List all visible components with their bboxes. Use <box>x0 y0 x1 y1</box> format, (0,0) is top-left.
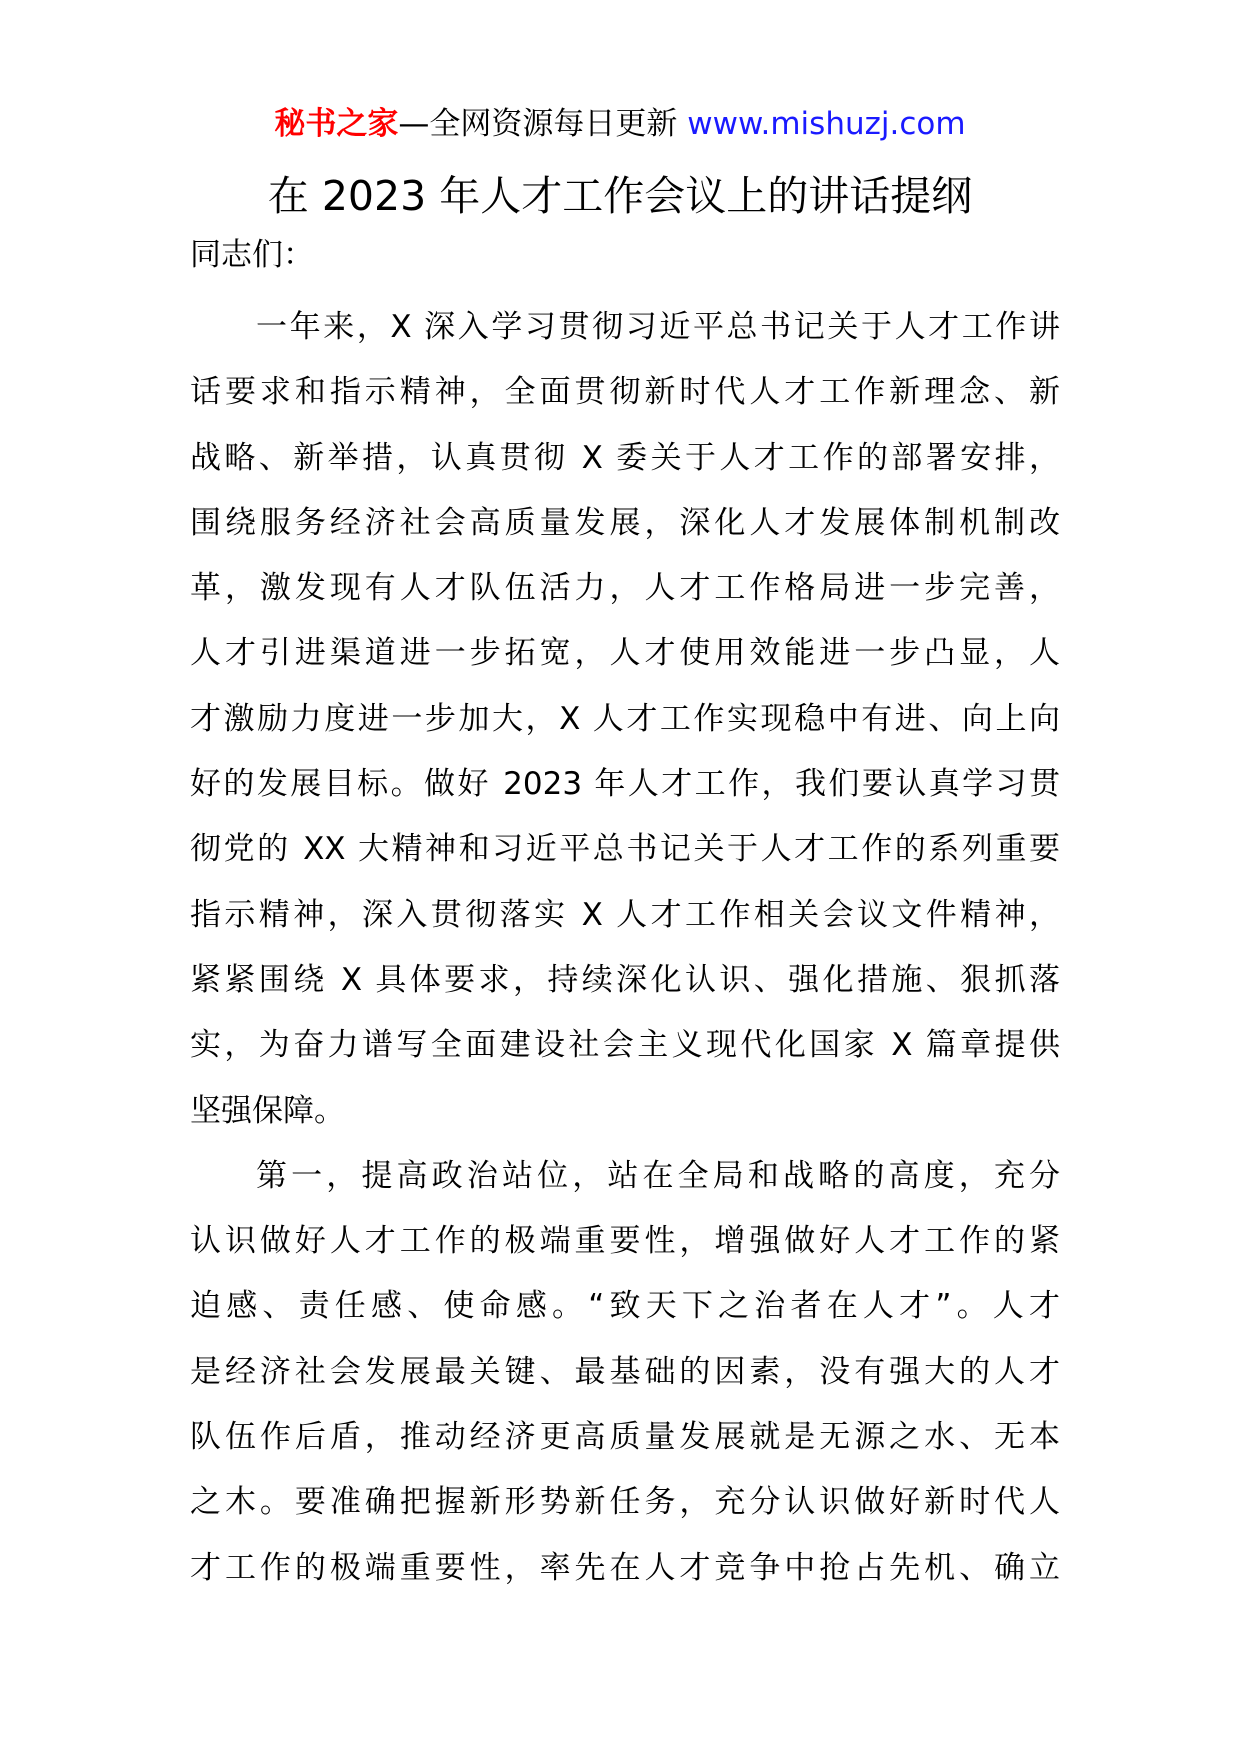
paragraph-line: 革，激发现有人才队伍活力，人才工作格局进一步完善， <box>190 570 1060 607</box>
site-header <box>0 100 1240 148</box>
header-tagline: —全网资源每日更新 <box>398 106 678 142</box>
paragraph-line: 指示精神，深入贯彻落实 X 人才工作相关会议文件精神， <box>190 896 1060 933</box>
document-title: 在 2023 年人才工作会议上的讲话提纲 <box>267 172 973 220</box>
paragraph-line: 才工作的极端重要性，率先在人才竞争中抢占先机、确立 <box>190 1549 1060 1586</box>
paragraph-line: 队伍作后盾，推动经济更高质量发展就是无源之水、无本 <box>190 1419 1060 1456</box>
paragraph-line: 坚强保障。 <box>190 1092 345 1129</box>
paragraph-line: 迫感、责任感、使命感。“致天下之治者在人才”。人才 <box>190 1288 1060 1325</box>
paragraph-line: 实，为奋力谱写全面建设社会主义现代化国家 X 篇章提供 <box>190 1027 1060 1064</box>
paragraph-line: 紧紧围绕 X 具体要求，持续深化认识、强化措施、狠抓落 <box>190 961 1060 998</box>
paragraph-line: 之木。要准确把握新形势新任务，充分认识做好新时代人 <box>190 1484 1060 1521</box>
paragraph-line: 认识做好人才工作的极端重要性，增强做好人才工作的紧 <box>190 1223 1060 1260</box>
paragraph-line: 好的发展目标。做好 2023 年人才工作，我们要认真学习贯 <box>190 766 1060 803</box>
paragraph-line: 第一，提高政治站位，站在全局和战略的高度，充分 <box>256 1157 1060 1194</box>
document-body <box>190 295 1060 1601</box>
paragraph-line: 才激励力度进一步加大，X 人才工作实现稳中有进、向上向 <box>190 700 1060 737</box>
paragraph-line: 一年来，X 深入学习贯彻习近平总书记关于人才工作讲 <box>256 309 1060 345</box>
paragraph-line: 是经济社会发展最关键、最基础的因素，没有强大的人才 <box>190 1353 1060 1390</box>
site-url-link[interactable]: www.mishuzj.com <box>687 106 966 142</box>
paragraph-line: 人才引进渠道进一步拓宽，人才使用效能进一步凸显，人 <box>190 635 1060 672</box>
paragraph-line: 围绕服务经济社会高质量发展，深化人才发展体制机制改 <box>190 504 1060 541</box>
brand-name: 秘书之家 <box>274 106 399 142</box>
paragraph-line: 彻党的 XX 大精神和习近平总书记关于人才工作的系列重要 <box>190 831 1060 868</box>
salutation: 同志们： <box>190 237 314 273</box>
paragraph-line: 战略、新举措，认真贯彻 X 委关于人才工作的部署安排， <box>190 439 1060 476</box>
paragraph-line: 话要求和指示精神，全面贯彻新时代人才工作新理念、新 <box>190 374 1060 411</box>
